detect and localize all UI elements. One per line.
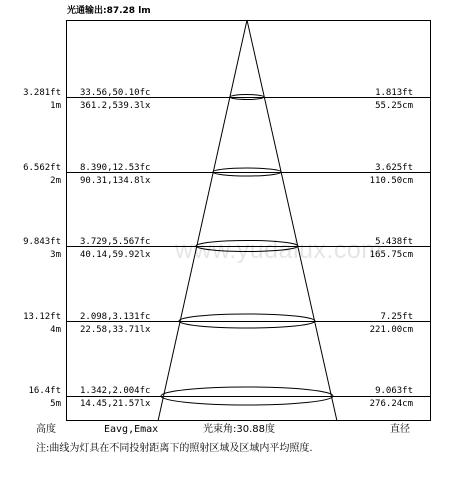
illuminance-fc: 3.729,5.567fc xyxy=(80,237,151,247)
height-ft: 16.4ft xyxy=(28,386,61,396)
height-ft: 13.12ft xyxy=(23,312,61,322)
diameter-column-label: 直径 xyxy=(390,424,410,435)
diameter-cm: 165.75cm xyxy=(369,250,413,260)
diameter-cm: 55.25cm xyxy=(375,101,413,111)
luminous-flux-title: 光通输出:87.28 lm xyxy=(67,6,151,16)
diameter-ft: 3.625ft xyxy=(375,163,413,173)
diameter-ft: 1.813ft xyxy=(375,88,413,98)
beam-edge-left xyxy=(158,20,247,421)
height-ft: 9.843ft xyxy=(23,237,61,247)
height-m: 5m xyxy=(50,399,61,409)
eavg-emax-label: Eavg,Emax xyxy=(104,424,159,435)
diameter-cm: 221.00cm xyxy=(369,325,413,335)
height-m: 4m xyxy=(50,325,61,335)
height-m: 3m xyxy=(50,250,61,260)
illuminance-lx: 40.14,59.92lx xyxy=(80,250,151,260)
diameter-ft: 7.25ft xyxy=(380,312,413,322)
illuminance-fc: 1.342,2.004fc xyxy=(80,386,151,396)
illuminance-lx: 90.31,134.8lx xyxy=(80,176,151,186)
illuminance-lx: 14.45,21.57lx xyxy=(80,399,151,409)
height-m: 1m xyxy=(50,101,61,111)
illuminance-fc: 8.390,12.53fc xyxy=(80,163,151,173)
height-ft: 3.281ft xyxy=(23,88,61,98)
height-ft: 6.562ft xyxy=(23,163,61,173)
height-column-label: 高度 xyxy=(36,424,56,435)
diameter-cm: 110.50cm xyxy=(369,176,413,186)
height-m: 2m xyxy=(50,176,61,186)
illuminance-fc: 33.56,50.10fc xyxy=(80,88,151,98)
diameter-ft: 9.063ft xyxy=(375,386,413,396)
illuminance-lx: 361.2,539.3lx xyxy=(80,101,151,111)
illuminance-fc: 2.098,3.131fc xyxy=(80,312,151,322)
diagram-frame xyxy=(67,21,431,421)
beam-edge-right xyxy=(247,20,337,421)
diameter-ft: 5.438ft xyxy=(375,237,413,247)
footnote: 注:曲线为灯具在不同投射距离下的照射区域及区域内平均照度. xyxy=(36,443,313,454)
illuminance-lx: 22.58,33.71lx xyxy=(80,325,151,335)
beam-angle-label: 光束角:30.88度 xyxy=(203,424,275,435)
watermark: www.yudalux.com xyxy=(175,236,383,264)
diameter-cm: 276.24cm xyxy=(369,399,413,409)
